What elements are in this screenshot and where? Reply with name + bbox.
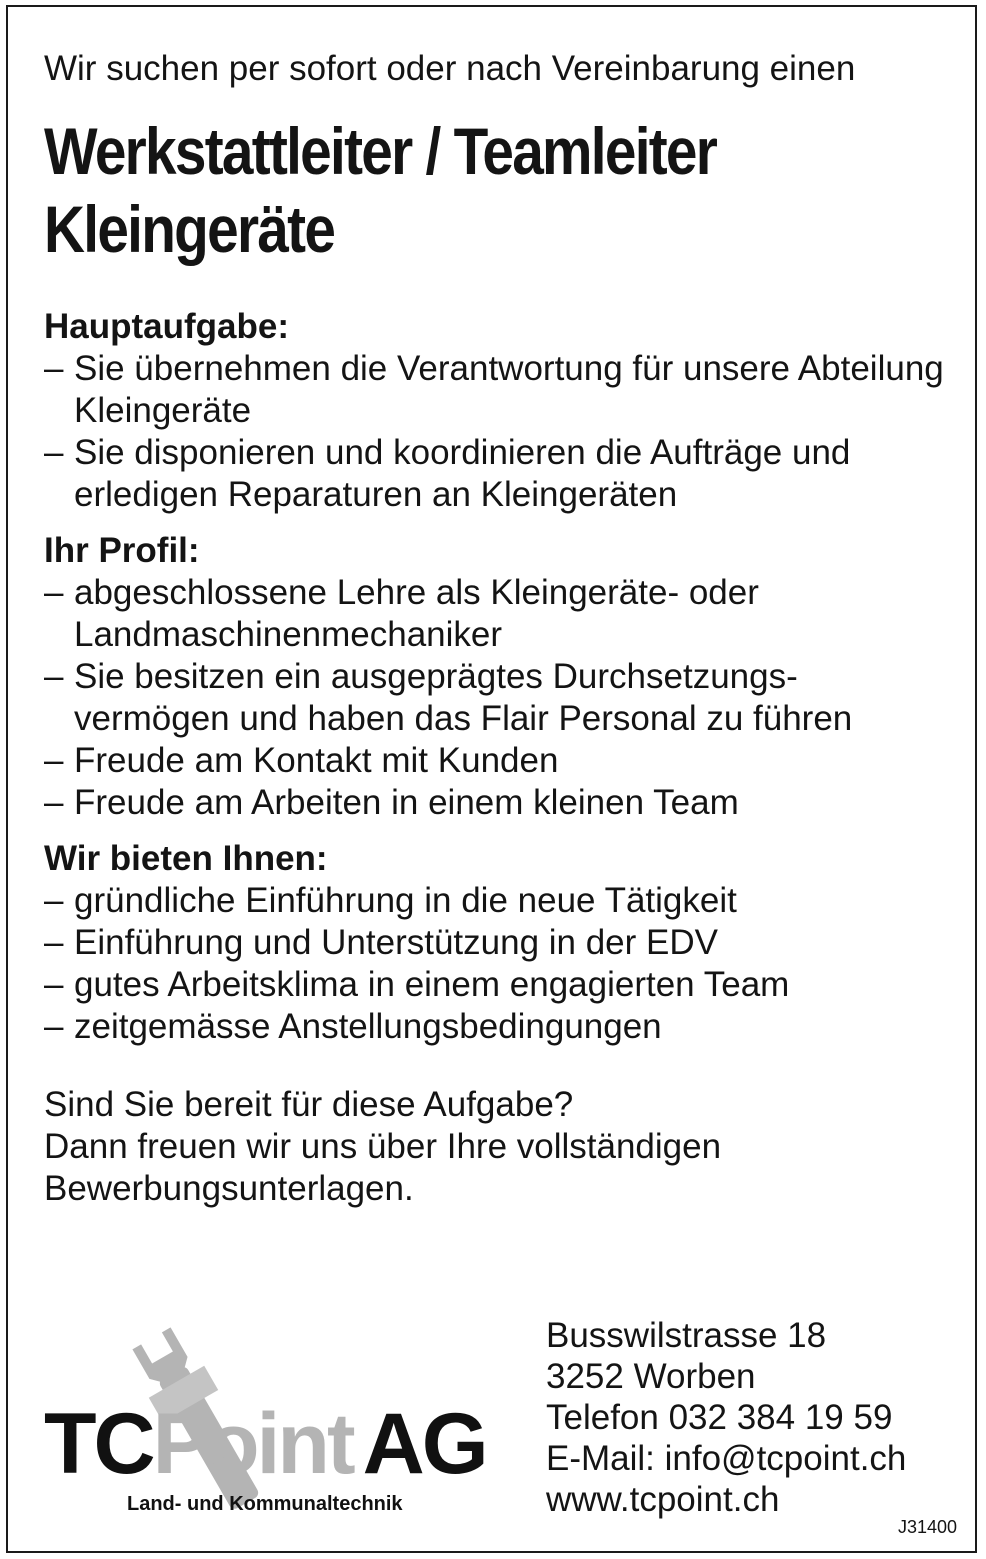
list-item <box>44 922 944 964</box>
list-item <box>44 432 944 516</box>
logo-part-ag: AG <box>362 1396 486 1492</box>
intro-text: Wir suchen per sofort oder nach Vereinbarung einen <box>44 49 856 88</box>
closing-text <box>44 1084 944 1210</box>
reference-code: J31400 <box>897 1517 957 1537</box>
list-item-text: Freude am Arbeiten in einem kleinen Team <box>74 783 739 822</box>
address-city: 3252 Worben <box>546 1357 756 1396</box>
ad-content <box>44 47 944 1210</box>
section-heading: Hauptaufgabe: <box>44 307 289 346</box>
section-profile <box>44 530 944 824</box>
address-street: Busswilstrasse 18 <box>546 1316 827 1355</box>
list-item <box>44 348 944 432</box>
logo-part-tc: TC <box>44 1396 153 1492</box>
logo-wordmark <box>44 1396 486 1492</box>
list-item-text: gutes Arbeitsklima in einem engagierten Team <box>74 965 790 1004</box>
list-item <box>44 1006 944 1048</box>
list-item <box>44 572 944 656</box>
bullet-dash: – <box>44 349 64 388</box>
job-title <box>44 112 801 268</box>
address-phone: Telefon 032 384 19 59 <box>546 1398 893 1437</box>
list-item <box>44 964 944 1006</box>
list-item <box>44 782 944 824</box>
job-title-line-2: Kleingeräte <box>44 192 335 266</box>
list-item <box>44 656 944 740</box>
company-logo <box>44 1317 514 1522</box>
logo-part-point: Point <box>152 1396 353 1492</box>
closing-line-1: Sind Sie bereit für diese Aufgabe? <box>44 1085 574 1124</box>
bullet-list <box>44 572 944 824</box>
bullet-dash: – <box>44 741 64 780</box>
job-title-line-1: Werkstattleiter / Teamleiter <box>44 114 717 188</box>
section-heading: Ihr Profil: <box>44 531 200 570</box>
bullet-list <box>44 348 944 516</box>
section-offer <box>44 838 944 1048</box>
address-website[interactable]: www.tcpoint.ch <box>546 1480 780 1519</box>
address-email[interactable]: E-Mail: info@tcpoint.ch <box>546 1439 907 1478</box>
bullet-dash: – <box>44 433 64 472</box>
list-item-text: zeitgemässe Anstellungsbedingungen <box>74 1007 662 1046</box>
closing-line-2: Dann freuen wir uns über Ihre vollständigen Bewerbungsunterlagen. <box>44 1127 722 1208</box>
bullet-dash: – <box>44 965 64 1004</box>
bullet-dash: – <box>44 657 64 696</box>
list-item-text: gründliche Einführung in die neue Tätigkeit <box>74 881 737 920</box>
list-item-text: Sie besitzen ein ausgeprägtes Durchsetzungs- vermögen und haben das Flair Personal zu führen <box>74 657 853 738</box>
list-item-text: Sie übernehmen die Verantwortung für unsere Abteilung Kleingeräte <box>74 349 944 430</box>
bullet-dash: – <box>44 1007 64 1046</box>
section-main-task <box>44 306 944 516</box>
list-item-text: Sie disponieren und koordinieren die Aufträge und erledigen Reparaturen an Kleingeräten <box>74 433 851 514</box>
bullet-dash: – <box>44 573 64 612</box>
logo-tagline: Land- und Kommunaltechnik <box>127 1493 403 1515</box>
list-item <box>44 880 944 922</box>
contact-address <box>546 1315 906 1520</box>
bullet-dash: – <box>44 783 64 822</box>
ad-frame <box>6 5 977 1553</box>
list-item <box>44 740 944 782</box>
list-item-text: abgeschlossene Lehre als Kleingeräte- oder Landmaschinenmechaniker <box>74 573 759 654</box>
list-item-text: Einführung und Unterstützung in der EDV <box>74 923 718 962</box>
section-heading: Wir bieten Ihnen: <box>44 839 328 878</box>
bullet-list <box>44 880 944 1048</box>
bullet-dash: – <box>44 923 64 962</box>
bullet-dash: – <box>44 881 64 920</box>
list-item-text: Freude am Kontakt mit Kunden <box>74 741 559 780</box>
